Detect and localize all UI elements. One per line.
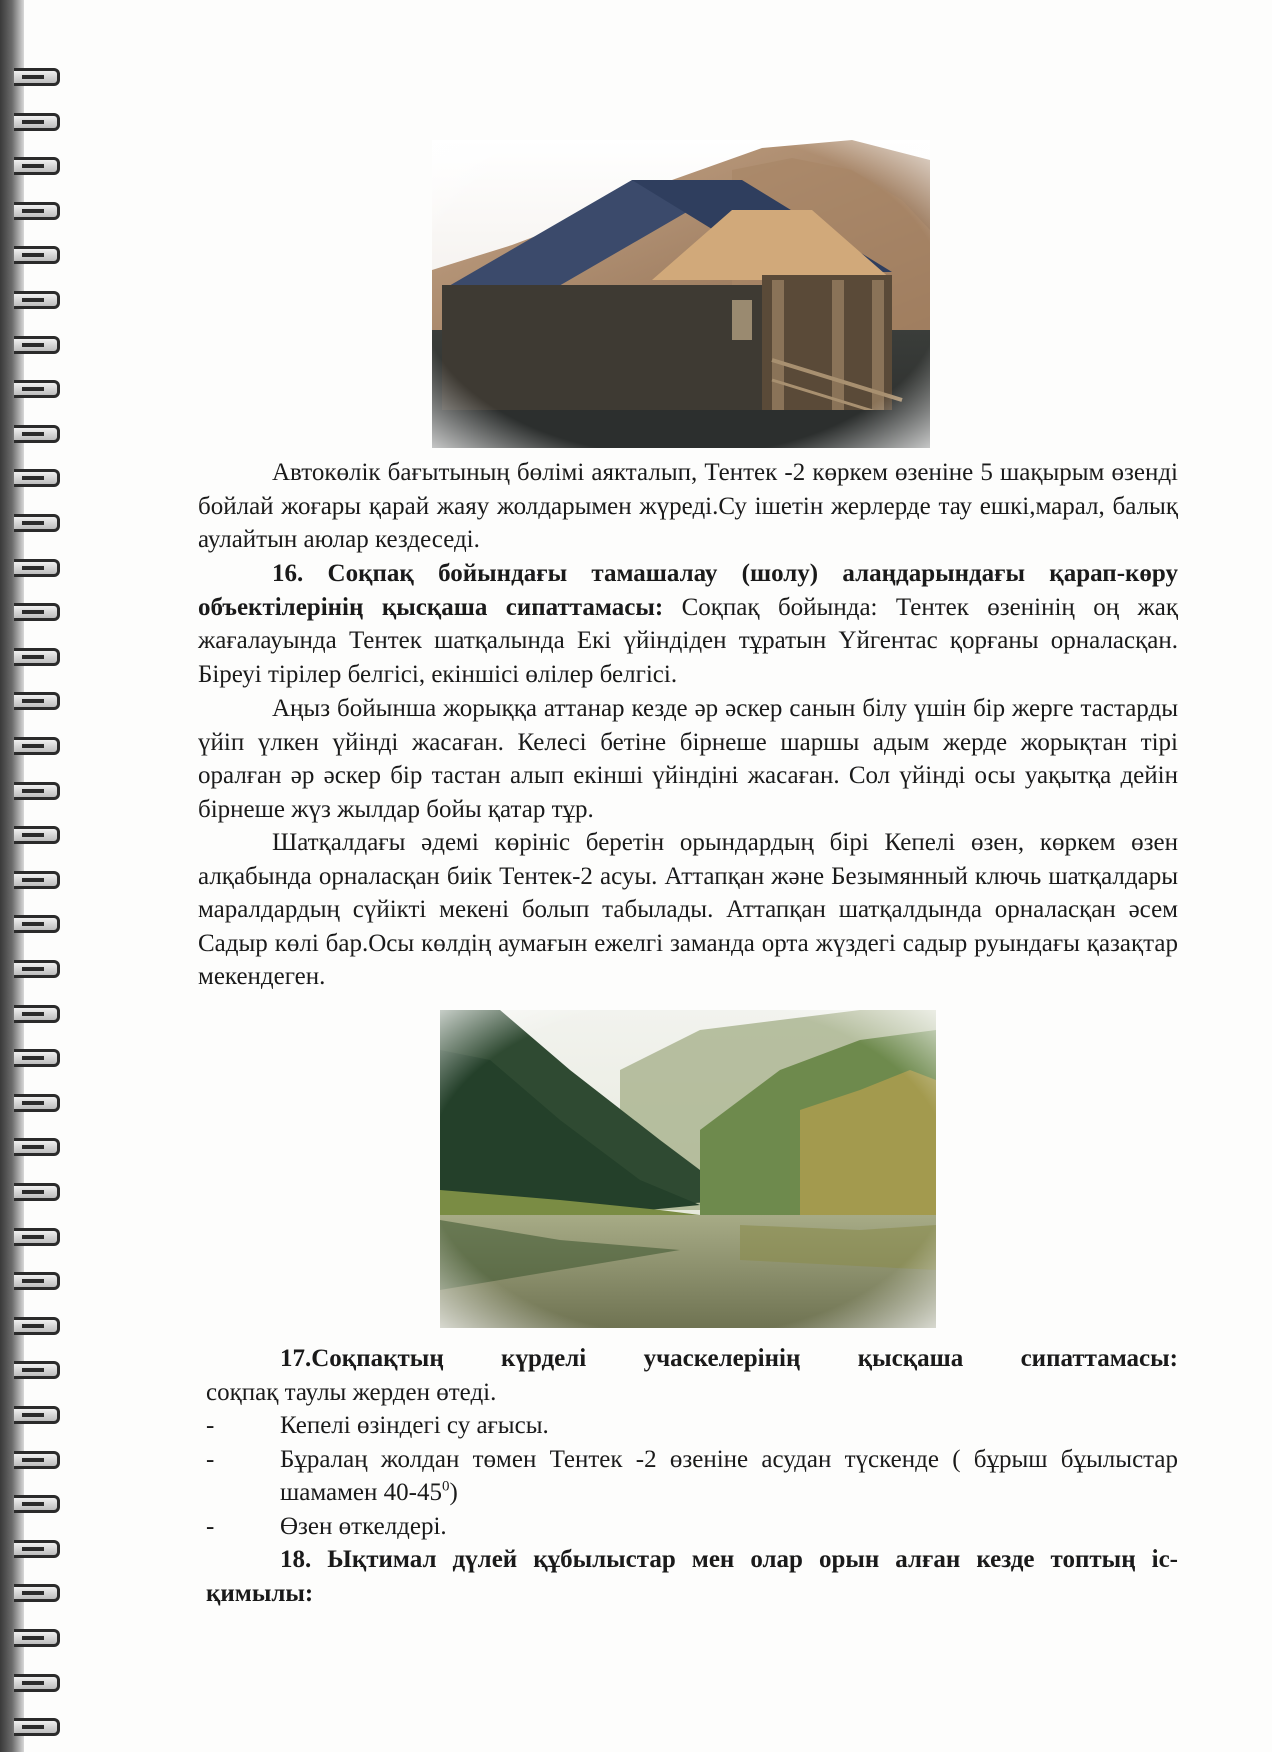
- binding-ring: [14, 1138, 60, 1156]
- section-16-paragraph: [198, 557, 1178, 691]
- section-17: [206, 1342, 1178, 1610]
- binding-ring: [14, 826, 60, 844]
- binding-ring: [14, 336, 60, 354]
- list-item: [206, 1443, 1178, 1510]
- list-item-text: Өзен өткелдері.: [280, 1512, 447, 1540]
- binding-ring: [14, 1674, 60, 1692]
- paragraph-text: Аңыз бойынша жорыққа аттанар кезде әр әскер санын білу үшін бір жерге тастарды үйіп үлкен үйінді жасаған. Келесі бетіне бірнеше шаршы адым жерде жорықтан тірі оралған әр әскер бір тастан алып екінші үйіндіні жасаған. Сол үйінді осы уақытқа дейін бірнеше жүз жылдар бойы қатар тұр.: [198, 695, 1178, 823]
- list-dash: -: [206, 1412, 215, 1439]
- section-17-title: 17.Соқпақтың күрделі учаскелерінің қысқаша сипаттамасы:: [280, 1345, 1178, 1372]
- binding-ring: [14, 1272, 60, 1290]
- binding-ring: [14, 1629, 60, 1647]
- binding-ring: [14, 915, 60, 933]
- list-item-text-tail: ): [449, 1479, 458, 1506]
- binding-ring: [14, 1183, 60, 1201]
- binding-ring: [14, 1005, 60, 1023]
- list-item-text: Кепелі өзіндегі су ағысы.: [280, 1412, 549, 1439]
- binding-ring: [14, 692, 60, 710]
- binding-ring: [14, 648, 60, 666]
- binding-ring: [14, 1049, 60, 1067]
- list-item-text: [280, 1443, 1178, 1510]
- section-17-title-line: [206, 1342, 1178, 1376]
- list-item: [206, 1510, 1178, 1544]
- binding-ring: [14, 1406, 60, 1424]
- binding-ring: [14, 68, 60, 86]
- spiral-binding: [0, 0, 70, 1752]
- section-16: [198, 557, 1178, 691]
- binding-ring: [14, 737, 60, 755]
- list-dash: -: [206, 1445, 215, 1473]
- section-17-text: соқпақ таулы жерден өтеді.: [206, 1378, 497, 1406]
- paragraph-gorge: [198, 826, 1178, 994]
- binding-ring: [14, 514, 60, 532]
- binding-ring: [14, 157, 60, 175]
- binding-ring: [14, 1317, 60, 1335]
- binding-ring: [14, 202, 60, 220]
- binding-ring: [14, 1495, 60, 1513]
- list-dash: -: [206, 1512, 215, 1540]
- binding-ring: [14, 425, 60, 443]
- wooden-cabin-photo: [432, 140, 930, 448]
- paragraph-text: Шатқалдағы әдемі көрініс беретін орындардың бірі Кепелі өзен, көркем өзен алқабында орналасқан биік Тентек-2 асуы. Аттапқан және Безымянный ключь шатқалдары маралдардың сүйікті мекені болып табылады. Аттапқан шатқалдында орналасқан әсем Садыр көлі бар.Осы көлдің аумағын ежелгі заманда орта жүздегі садыр руындағы қазақтар мекендеген.: [198, 829, 1178, 990]
- paragraph-text: Автокөлік бағытының бөлімі аякталып, Тентек -2 көркем өзеніне 5 шақырым өзенді бойлай жоғары қарай жаяу жолдарымен жүреді.Су ішетін жерлерде тау ешкі,марал, балық аулайтын аюлар кездеседі.: [198, 459, 1178, 553]
- section-16-title: 16. Соқпақ бойындағы тамашалау (шолу) алаңдарындағы қарап-көру объектілерінің қысқаша сипаттамасы:: [198, 560, 1178, 621]
- paragraph-legend: [198, 692, 1178, 826]
- paragraph-route-description: [198, 456, 1178, 557]
- binding-ring: [14, 291, 60, 309]
- binding-ring: [14, 469, 60, 487]
- list-item: [206, 1409, 1178, 1443]
- binding-ring: [14, 1451, 60, 1469]
- binding-ring: [14, 1228, 60, 1246]
- binding-ring: [14, 1584, 60, 1602]
- binding-ring: [14, 1094, 60, 1112]
- binding-ring: [14, 380, 60, 398]
- section-16-text: Соқпақ бойында: Тентек өзенінің оң жақ жағалауында Тентек шатқалында Екі үйіндіден тұратын Үйгентас қорғаны орналасқан. Біреуі тірілер белгісі, екіншісі өлілер белгісі.: [198, 593, 1178, 688]
- binding-ring: [14, 1361, 60, 1379]
- degree-superscript: 0: [441, 1478, 450, 1495]
- section-18-title: 18. Ықтимал дүлей құбылыстар мен олар орын алған кезде топтың іс-қимылы:: [206, 1546, 1178, 1607]
- binding-ring: [14, 603, 60, 621]
- binding-ring: [14, 1540, 60, 1558]
- binding-ring: [14, 559, 60, 577]
- binding-ring: [14, 960, 60, 978]
- mountain-lake-valley-photo: [440, 1010, 936, 1328]
- binding-ring: [14, 782, 60, 800]
- binding-ring: [14, 113, 60, 131]
- binding-ring: [14, 1718, 60, 1736]
- binding-ring: [14, 871, 60, 889]
- binding-ring: [14, 246, 60, 264]
- list-item-text-main: Бұралаң жолдан төмен Тентек -2 өзеніне асудан түскенде ( бұрыш бұылыстар шамамен 40-45: [280, 1445, 1178, 1506]
